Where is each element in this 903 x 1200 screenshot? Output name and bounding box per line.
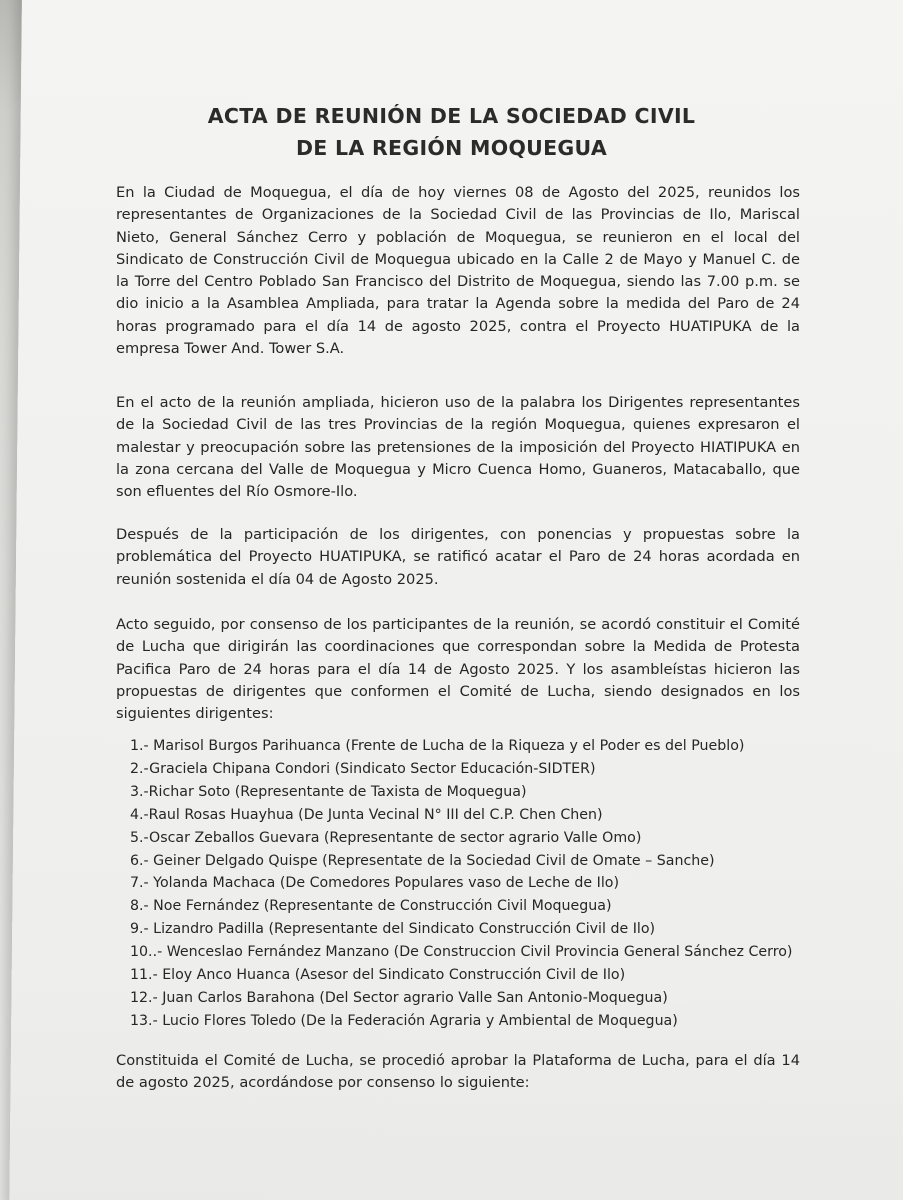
list-item: 8.- Noe Fernández (Representante de Construcción Civil Moquegua) bbox=[130, 898, 612, 915]
list-item: 12.- Juan Carlos Barahona (Del Sector agrario Valle San Antonio-Moquegua) bbox=[130, 989, 668, 1006]
document-title-line-1: ACTA DE REUNIÓN DE LA SOCIEDAD CIVIL bbox=[207, 104, 696, 128]
list-item: 3.-Richar Soto (Representante de Taxista de Moquegua) bbox=[130, 783, 527, 800]
list-item: 5.-Oscar Zeballos Guevara (Representante de sector agrario Valle Omo) bbox=[130, 829, 642, 846]
list-item: 13.- Lucio Flores Toledo (De la Federación Agraria y Ambiental de Moquegua) bbox=[130, 1012, 678, 1029]
list-item: 1.- Marisol Burgos Parihuanca (Frente de Lucha de la Riqueza y el Poder es del Pueblo) bbox=[130, 738, 745, 754]
paragraph-platform-approved: Constituida el Comité de Lucha, se procedió aprobar la Plataforma de Lucha, para el día 14 de agosto 2025, acordándose por consenso lo siguiente: bbox=[116, 1052, 800, 1092]
list-item: 7.- Yolanda Machaca (De Comedores Populares vaso de Leche de Ilo) bbox=[130, 875, 619, 892]
list-item: 9.- Lizandro Padilla (Representante del Sindicato Construcción Civil de Ilo) bbox=[130, 921, 656, 938]
list-item: 10..- Wenceslao Fernández Manzano (De Construccion Civil Provincia General Sánchez Cerro) bbox=[130, 944, 793, 961]
paragraph-committee-formed: Acto seguido, por consenso de los participantes de la reunión, se acordó constituir el Comité de Lucha que dirigirán las coordinaciones que correspondan sobre la Medida de Protesta Pacifica Paro de 24 horas para el día 14 de Agosto 2025. Y los asambleístas hicieron las propuestas de dirigentes que conformen el Comité de Lucha, siendo designados en los siguientes dirigentes: bbox=[116, 616, 800, 723]
paragraph-strike-ratified: Después de la participación de los dirigentes, con ponencias y propuestas sobre la problemática del Proyecto HUATIPUKA, se ratificó acatar el Paro de 24 horas acordada en reunión sostenida el día 04 de Agosto 2025. bbox=[116, 526, 800, 588]
list-item: 6.- Geiner Delgado Quispe (Representate de la Sociedad Civil de Omate – Sanche) bbox=[130, 852, 715, 869]
paragraph-meeting-opening: En la Ciudad de Moquegua, el día de hoy viernes 08 de Agosto del 2025, reunidos los representantes de Organizaciones de la Sociedad Civil de las Provincias de Ilo, Mariscal Nieto, General Sánchez Cerro y población de Moquegua, se reunieron en el local del Sindicato de Construcción Civil de Moquegua ubicado en la Calle 2 de Mayo y Manuel C. de la Torre del Centro Poblado San Francisco del Distrito de Moquegua, siendo las 7.00 p.m. se dio inicio a la Asamblea Ampliada, para tratar la Agenda sobre la medida del Paro de 24 horas programado para el día 14 de agosto 2025, contra el Proyecto HUATIPUKA de la empresa Tower And. Tower S.A. bbox=[116, 184, 800, 358]
paragraph-leaders-speech: En el acto de la reunión ampliada, hicieron uso de la palabra los Dirigentes representantes de la Sociedad Civil de las tres Provincias de la región Moquegua, quienes expresaron el malestar y preocupación sobre las pretensiones de la imposición del Proyecto HIATIPUKA en la zona cercana del Valle de Moquegua y Micro Cuenca Homo, Guaneros, Matacaballo, que son efluentes del Río Osmore-Ilo. bbox=[116, 394, 800, 501]
list-item: 2.-Graciela Chipana Condori (Sindicato Sector Educación-SIDTER) bbox=[130, 760, 596, 777]
list-item: 4.-Raul Rosas Huayhua (De Junta Vecinal N° III del C.P. Chen Chen) bbox=[130, 806, 603, 823]
document-title-line-2: DE LA REGIÓN MOQUEGUA bbox=[295, 136, 608, 160]
list-item: 11.- Eloy Anco Huanca (Asesor del Sindicato Construcción Civil de Ilo) bbox=[130, 967, 626, 984]
committee-member-list bbox=[130, 735, 795, 1033]
